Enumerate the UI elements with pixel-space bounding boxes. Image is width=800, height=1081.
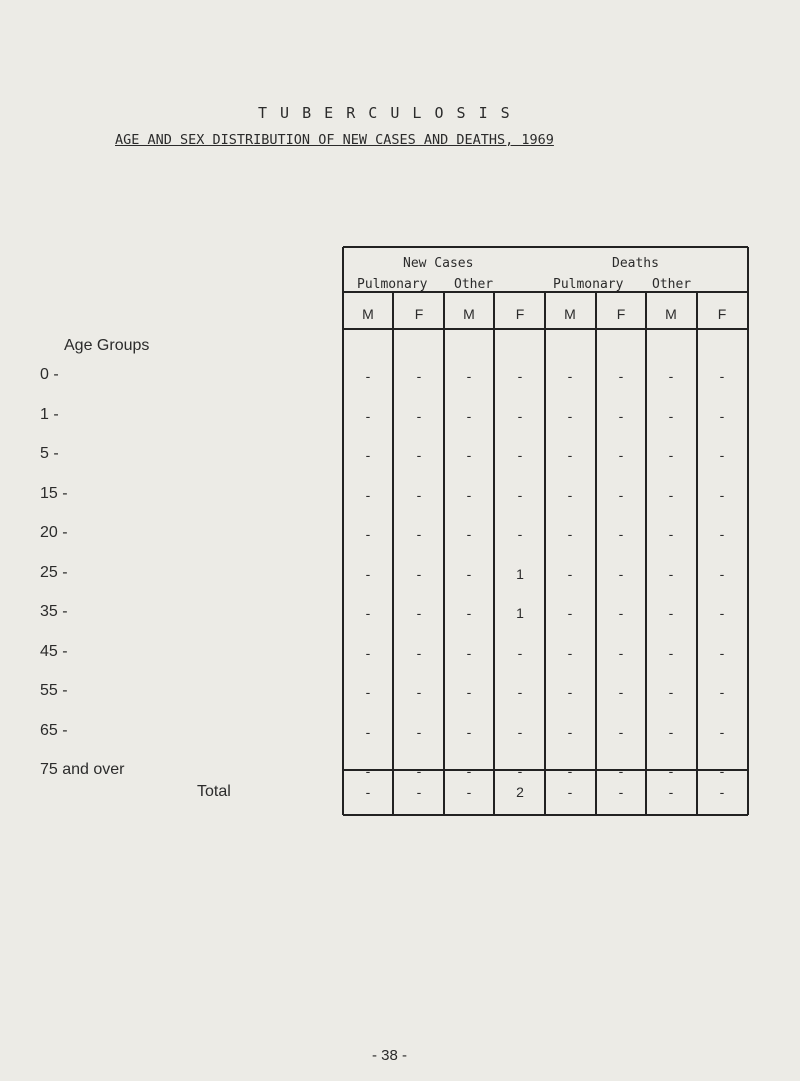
age-group-label: 75 and over: [40, 761, 125, 778]
table-cell: -: [416, 684, 422, 700]
table-cell: -: [719, 763, 725, 779]
table-cell: -: [719, 368, 725, 384]
table-cell: -: [466, 605, 472, 621]
age-group-label: 55 -: [40, 682, 68, 699]
age-group-label: 5 -: [40, 445, 59, 462]
total-cell: -: [416, 784, 422, 800]
table-cell: -: [416, 605, 422, 621]
total-cell: -: [567, 784, 573, 800]
table-cell: -: [567, 763, 573, 779]
table-cell: -: [466, 447, 472, 463]
table-cell: -: [567, 526, 573, 542]
table-cell: -: [668, 487, 674, 503]
table-cell: -: [365, 645, 371, 661]
table-cell: -: [567, 487, 573, 503]
table-cell: -: [365, 408, 371, 424]
table-cell: -: [719, 408, 725, 424]
table-cell: -: [517, 684, 523, 700]
table-cell: -: [618, 684, 624, 700]
table-cell: -: [567, 605, 573, 621]
table-cell: -: [416, 763, 422, 779]
table-cell: -: [567, 566, 573, 582]
table-cell: -: [618, 645, 624, 661]
table-cell: -: [466, 763, 472, 779]
header-sex: F: [717, 306, 727, 322]
table-cell: -: [668, 645, 674, 661]
table-cell: -: [466, 724, 472, 740]
header-sex: M: [665, 306, 677, 322]
age-groups-header: Age Groups: [64, 337, 150, 354]
table-cell: -: [618, 447, 624, 463]
table-cell: -: [618, 605, 624, 621]
table-cell: -: [517, 408, 523, 424]
table-cell: -: [416, 487, 422, 503]
header-sex: M: [463, 306, 475, 322]
table-cell: -: [719, 684, 725, 700]
table-cell: -: [618, 368, 624, 384]
page-number: - 38 -: [372, 1047, 408, 1064]
table-cell: -: [517, 645, 523, 661]
table-cell: -: [466, 645, 472, 661]
table-cell: -: [466, 487, 472, 503]
document-subtitle: AGE AND SEX DISTRIBUTION OF NEW CASES AND DEATHS, 1969: [115, 132, 554, 148]
table-cell: -: [668, 447, 674, 463]
age-group-label: 65 -: [40, 722, 68, 739]
table-cell: -: [668, 566, 674, 582]
table-cell: -: [668, 368, 674, 384]
table-cell: -: [668, 526, 674, 542]
table-cell: -: [466, 684, 472, 700]
total-cell: -: [618, 784, 624, 800]
table-cell: -: [365, 447, 371, 463]
header-sex: F: [515, 306, 525, 322]
table-cell: -: [416, 408, 422, 424]
table-cell: -: [668, 763, 674, 779]
table-cell: 1: [516, 605, 524, 621]
table-cell: -: [567, 724, 573, 740]
table-cell: -: [719, 566, 725, 582]
age-group-label: 0 -: [40, 366, 59, 383]
header-sex: F: [616, 306, 626, 322]
total-cell: 2: [516, 784, 524, 800]
table-cell: -: [719, 526, 725, 542]
table-cell: -: [618, 408, 624, 424]
table-cell: -: [416, 368, 422, 384]
total-cell: -: [719, 784, 725, 800]
document-title: T U B E R C U L O S I S: [258, 104, 512, 122]
table-cell: -: [567, 684, 573, 700]
table-cell: -: [416, 526, 422, 542]
table-cell: -: [416, 724, 422, 740]
age-group-label: 45 -: [40, 643, 68, 660]
table-cell: -: [618, 526, 624, 542]
table-cell: -: [517, 368, 523, 384]
table-cell: -: [517, 763, 523, 779]
table-cell: -: [618, 724, 624, 740]
age-group-label: 1 -: [40, 406, 59, 423]
header-sex: M: [564, 306, 576, 322]
table-cell: -: [719, 645, 725, 661]
table-cell: -: [466, 368, 472, 384]
total-cell: -: [365, 784, 371, 800]
table-cell: -: [517, 487, 523, 503]
table-cell: -: [719, 724, 725, 740]
table-cell: -: [567, 645, 573, 661]
table-cell: -: [618, 763, 624, 779]
header-new-cases: New Cases: [403, 256, 474, 271]
header-sex: F: [414, 306, 424, 322]
table-cell: -: [416, 447, 422, 463]
header-deaths-pulmonary: Pulmonary: [553, 277, 624, 292]
table-cell: -: [517, 724, 523, 740]
total-cell: -: [668, 784, 674, 800]
table-cell: -: [365, 368, 371, 384]
table-cell: -: [365, 487, 371, 503]
table-cell: -: [517, 447, 523, 463]
table-cell: -: [466, 566, 472, 582]
table-cell: -: [567, 447, 573, 463]
table-cell: -: [365, 763, 371, 779]
age-group-label: 15 -: [40, 485, 68, 502]
table-cell: -: [466, 526, 472, 542]
table-cell: -: [365, 526, 371, 542]
table-cell: -: [668, 408, 674, 424]
header-deaths-other: Other: [652, 277, 692, 292]
table-cell: -: [719, 447, 725, 463]
table-cell: -: [719, 605, 725, 621]
table-cell: -: [668, 684, 674, 700]
table-cell: -: [365, 724, 371, 740]
total-cell: -: [466, 784, 472, 800]
table-cell: -: [668, 605, 674, 621]
total-label: Total: [197, 783, 231, 800]
age-group-label: 35 -: [40, 603, 68, 620]
table-cell: -: [567, 408, 573, 424]
header-sex: M: [362, 306, 374, 322]
table-cell: -: [365, 605, 371, 621]
header-deaths: Deaths: [612, 256, 659, 271]
table-cell: 1: [516, 566, 524, 582]
table-cell: -: [618, 487, 624, 503]
table-cell: -: [365, 566, 371, 582]
table-cell: -: [365, 684, 371, 700]
table-cell: -: [618, 566, 624, 582]
table-cell: -: [416, 566, 422, 582]
header-new-pulmonary: Pulmonary: [357, 277, 428, 292]
age-group-label: 25 -: [40, 564, 68, 581]
table-cell: -: [416, 645, 422, 661]
table-cell: -: [719, 487, 725, 503]
table-cell: -: [668, 724, 674, 740]
table-cell: -: [517, 526, 523, 542]
age-group-label: 20 -: [40, 524, 68, 541]
table-cell: -: [466, 408, 472, 424]
table-cell: -: [567, 368, 573, 384]
header-new-other: Other: [454, 277, 494, 292]
